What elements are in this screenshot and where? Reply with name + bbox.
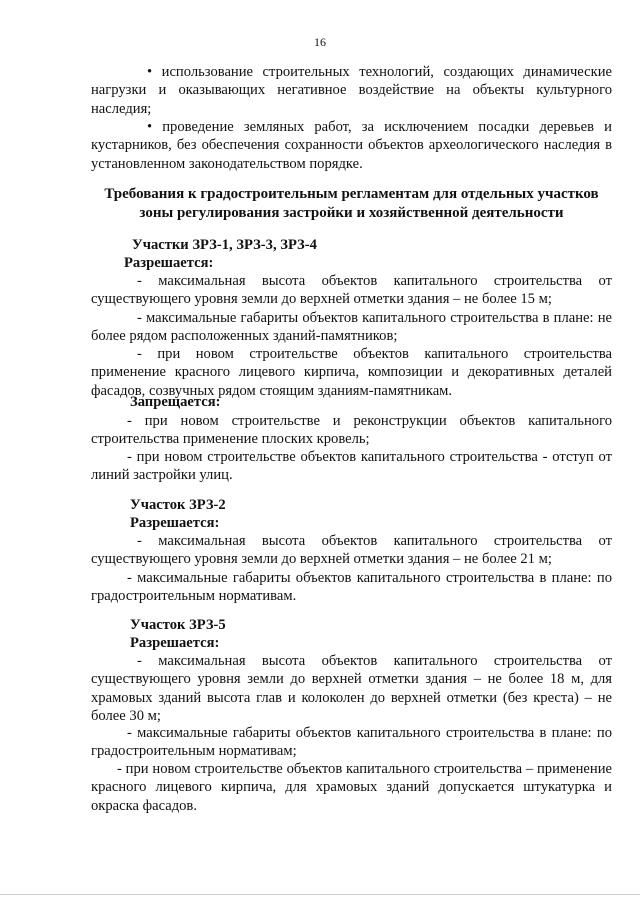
intro-bullet-2: • проведение земляных работ, за исключением посадки деревьев и кустарников, без обеспечения сохранности объектов археологического наследия в установленном законодательством порядке. [91,119,612,172]
zone-2-allowed-item-2: - максимальные габариты объектов капитального строительства в плане: по градостроительным нормативам. [91,570,612,605]
zone-1-forbidden-item-2: - при новом строительстве объектов капитального строительства - отступ от линий застройки улиц. [91,449,612,484]
intro-bullet-1: • использование строительных технологий, создающих динамические нагрузки и оказывающих негативное воздействие на объекты культурного наследия; [91,64,612,117]
page-number: 16 [314,35,326,49]
zone-1-allowed-item-1: - максимальная высота объектов капитального строительства от существующего уровня земли до верхней отметки здания – не более 15 м; [91,273,612,308]
zone-3-allowed-item-2: - максимальные габариты объектов капитального строительства в плане: по градостроительным нормативам; [91,725,612,760]
zone-2-allowed-label: Разрешается: [130,515,220,531]
zone-1-allowed-item-3: - при новом строительстве объектов капитального строительства применение красного лицевого кирпича, композиции и декоративных деталей фасадов, созвучных рядом стоящим зданиям-памятникам. [91,346,612,399]
zone-1-forbidden-item-1: - при новом строительстве и реконструкции объектов капитального строительства применение плоских кровель; [91,413,612,448]
zone-2-allowed-item-1: - максимальная высота объектов капитального строительства от существующего уровня земли до верхней отметки здания – не более 21 м; [91,533,612,568]
zone-3-allowed-item-1: - максимальная высота объектов капитального строительства от существующего уровня земли до верхней отметки здания – не более 18 м, для храмовых зданий высота глав и колоколен до верхней отметки (без креста) – не более 30 м; [91,653,612,724]
zone-3-allowed-item-3: - при новом строительстве объектов капитального строительства – применение красного лицевого кирпича, для храмовых зданий допускается штукатурка и окраска фасадов. [91,761,612,814]
zone-1-allowed-item-2: - максимальные габариты объектов капитального строительства в плане: не более рядом расположенных зданий-памятников; [91,310,612,345]
section-heading: Требования к градостроительным регламентам для отдельных участков зоны регулирования застройки и хозяйственной деятельности [104,186,599,221]
zone-1-allowed-label: Разрешается: [124,255,214,271]
zone-3-allowed-label: Разрешается: [130,635,220,651]
zone-1-forbidden-label: Запрещается: [130,394,221,410]
zone-1-title: Участки ЗРЗ-1, ЗРЗ-3, ЗРЗ-4 [132,237,317,253]
zone-2-title: Участок ЗРЗ-2 [130,497,226,513]
scan-edge-line [0,894,640,895]
zone-3-title: Участок ЗРЗ-5 [130,617,226,633]
